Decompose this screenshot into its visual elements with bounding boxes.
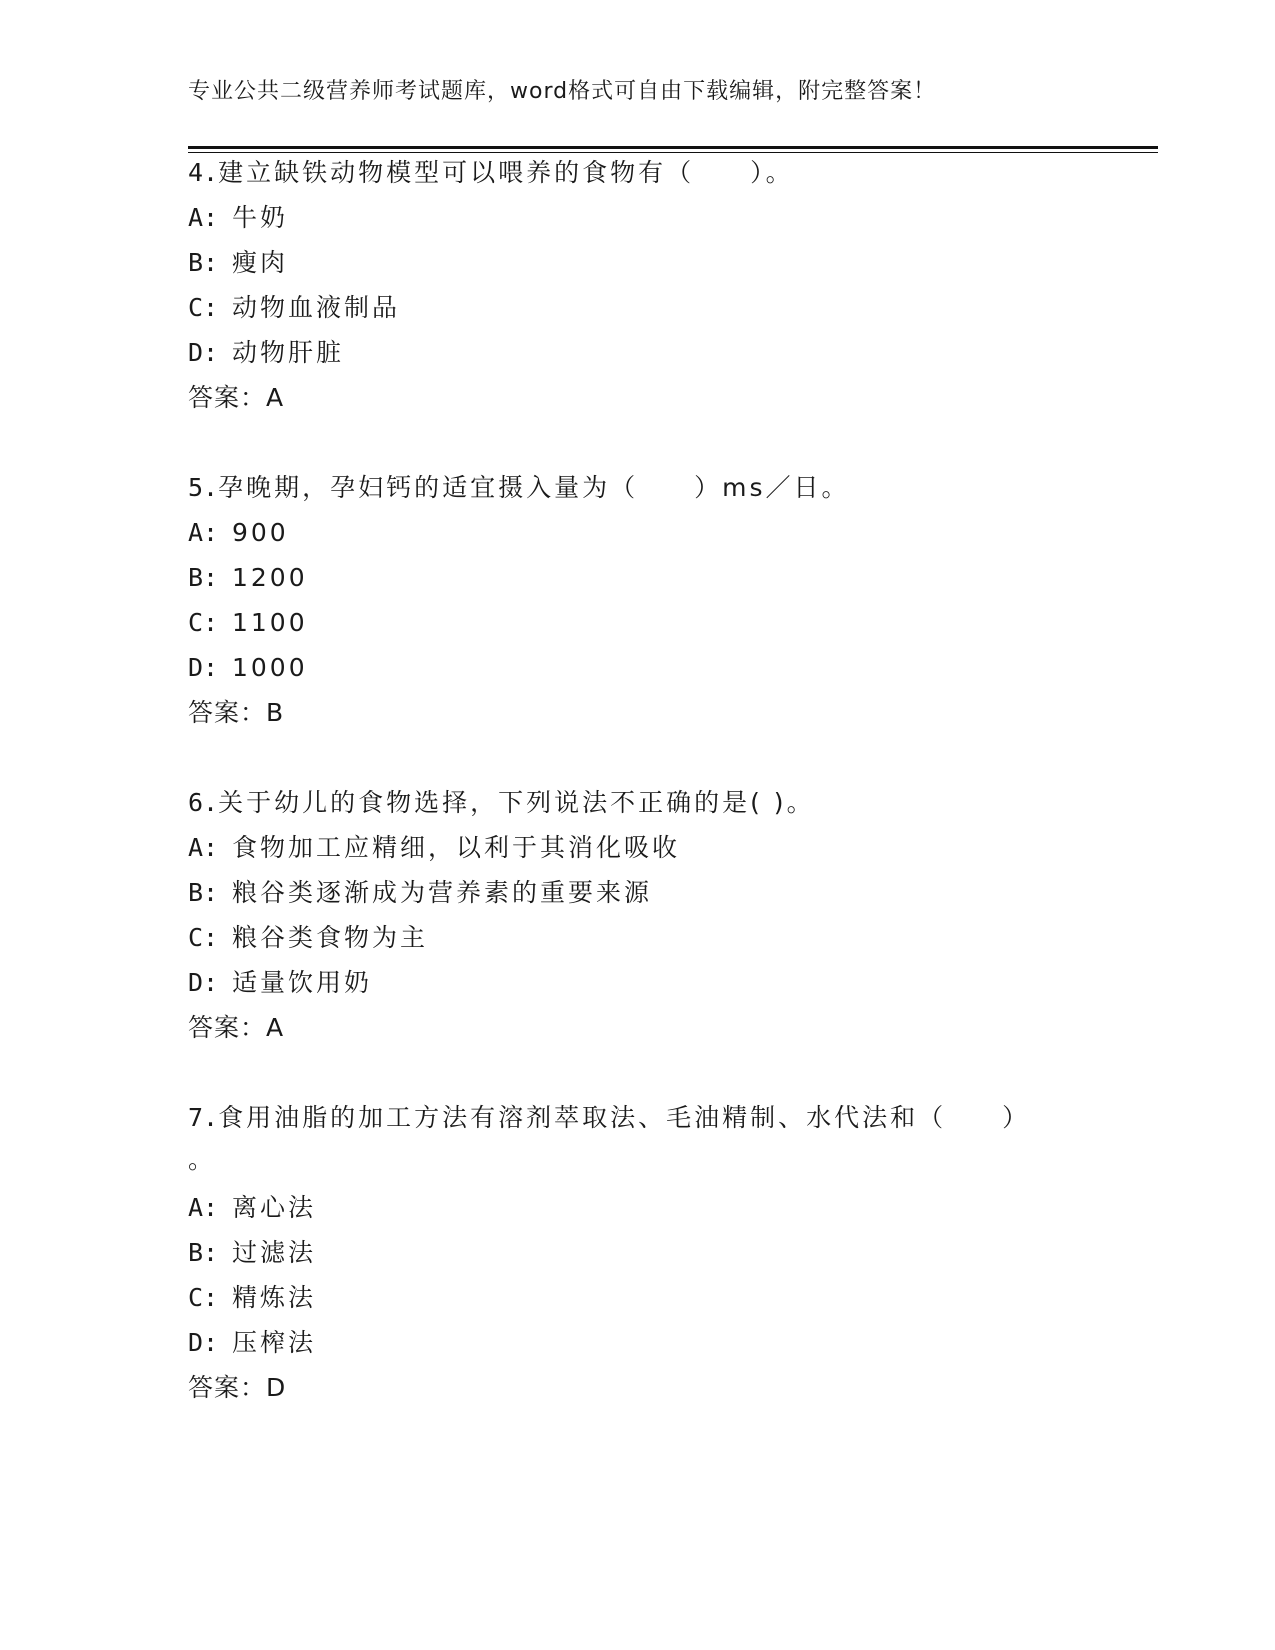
option-text: 精炼法 xyxy=(232,1283,317,1312)
document-header: 专业公共二级营养师考试题库，word格式可自由下载编辑，附完整答案！ xyxy=(188,79,937,104)
option-text: 动物肝脏 xyxy=(232,338,345,367)
option-text: 过滤法 xyxy=(232,1238,317,1267)
option-text: 食物加工应精细，以利于其消化吸收 xyxy=(232,833,681,862)
option-letter: C: xyxy=(188,608,219,637)
option-text: 动物血液制品 xyxy=(232,293,401,322)
question-number: 5. xyxy=(188,473,219,502)
option-letter: A: xyxy=(188,833,219,862)
option-row xyxy=(188,923,428,953)
option-letter: B: xyxy=(188,878,219,907)
option-row xyxy=(188,563,308,593)
question-text: 食用油脂的加工方法有溶剂萃取法、毛油精制、水代法和（ ） xyxy=(218,1103,1031,1132)
option-letter: A: xyxy=(188,203,219,232)
option-letter: C: xyxy=(188,293,219,322)
answer-line: 答案：B xyxy=(188,698,285,727)
option-text: 压榨法 xyxy=(232,1328,317,1357)
option-letter: B: xyxy=(188,248,219,277)
option-text: 瘦肉 xyxy=(232,248,289,277)
answer-line: 答案：A xyxy=(188,1013,285,1042)
option-letter: D: xyxy=(188,968,219,997)
question-stem xyxy=(188,473,850,503)
option-text: 1100 xyxy=(232,608,308,637)
question-number: 4. xyxy=(188,158,219,187)
option-row xyxy=(188,833,680,863)
option-row xyxy=(188,1328,316,1358)
answer-line: 答案：A xyxy=(188,383,285,412)
question-number: 6. xyxy=(188,788,219,817)
question-text: 建立缺铁动物模型可以喂养的食物有（ ）。 xyxy=(218,158,794,187)
option-row xyxy=(188,1193,316,1223)
question-stem xyxy=(188,788,815,818)
option-row xyxy=(188,338,344,368)
header-divider-thin xyxy=(188,152,1158,153)
option-text: 粮谷类逐渐成为营养素的重要来源 xyxy=(232,878,653,907)
question-stem-continuation: 。 xyxy=(188,1145,217,1174)
option-letter: B: xyxy=(188,563,219,592)
option-row xyxy=(188,1283,316,1313)
option-text: 1200 xyxy=(232,563,308,592)
answer-line: 答案：D xyxy=(188,1373,287,1402)
option-letter: A: xyxy=(188,518,219,547)
option-row xyxy=(188,203,288,233)
option-text: 离心法 xyxy=(232,1193,317,1222)
header-divider-thick xyxy=(188,146,1158,149)
option-row xyxy=(188,968,372,998)
option-row xyxy=(188,1238,316,1268)
option-text: 1000 xyxy=(232,653,308,682)
option-letter: C: xyxy=(188,923,219,952)
option-row xyxy=(188,653,308,683)
option-text: 牛奶 xyxy=(232,203,289,232)
option-row xyxy=(188,608,308,638)
option-letter: D: xyxy=(188,1328,219,1357)
question-text: 孕晚期，孕妇钙的适宜摄入量为（ ）ms／日。 xyxy=(218,473,850,502)
option-letter: D: xyxy=(188,653,219,682)
question-number: 7. xyxy=(188,1103,219,1132)
question-stem xyxy=(188,1103,1030,1133)
option-letter: D: xyxy=(188,338,219,367)
option-text: 粮谷类食物为主 xyxy=(232,923,429,952)
option-row xyxy=(188,518,289,548)
question-text: 关于幼儿的食物选择，下列说法不正确的是( )。 xyxy=(218,788,815,817)
option-row xyxy=(188,293,400,323)
option-letter: C: xyxy=(188,1283,219,1312)
option-row xyxy=(188,248,288,278)
option-row xyxy=(188,878,652,908)
option-letter: A: xyxy=(188,1193,219,1222)
option-text: 适量饮用奶 xyxy=(232,968,373,997)
option-letter: B: xyxy=(188,1238,219,1267)
option-text: 900 xyxy=(232,518,289,547)
question-stem xyxy=(188,158,794,188)
